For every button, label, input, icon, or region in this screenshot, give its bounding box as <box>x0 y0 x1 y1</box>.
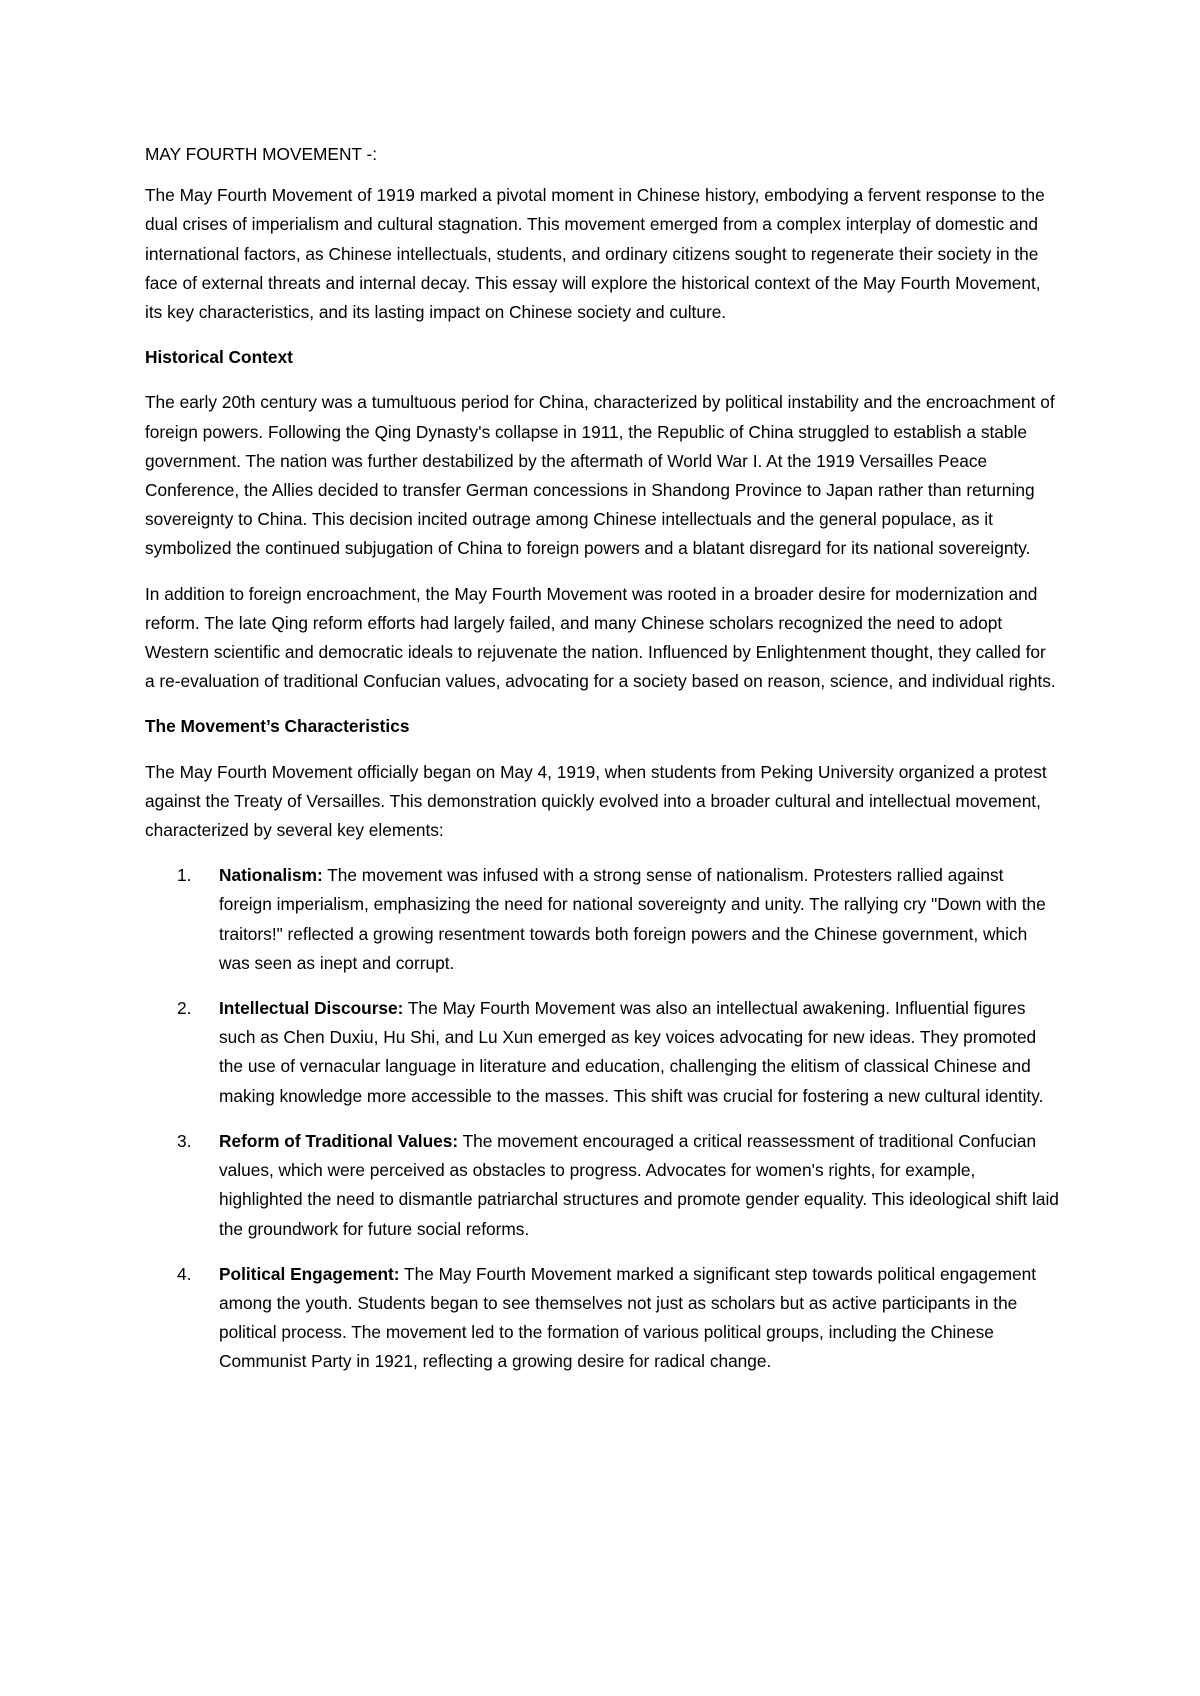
list-item-term: Nationalism: <box>219 865 323 886</box>
list-item-number: 3. <box>177 1130 192 1151</box>
list-item-text: The May Fourth Movement was also an intellectual awakening. Influential figures such as Chen Duxiu, Hu Shi, and Lu Xun emerged as key voices advocating for new ideas. They promoted the use of vernacular language in literature and education, challenging the elitism of classical Chinese and making knowledge more accessible to the masses. This shift was crucial for fostering a new cultural identity. <box>219 998 1044 1106</box>
body-paragraph: The early 20th century was a tumultuous period for China, characterized by political instability and the encroachment of foreign powers. Following the Qing Dynasty's collapse in 1911, the Republic of China struggled to establish a stable government. The nation was further destabilized by the aftermath of World War I. At the 1919 Versailles Peace Conference, the Allies decided to transfer German concessions in Shandong Province to Japan rather than returning sovereignty to China. This decision incited outrage among Chinese intellectuals and the general populace, as it symbolized the continued subjugation of China to foreign powers and a blatant disregard for its national sovereignty. <box>145 392 1055 559</box>
section-heading-characteristics: The Movement’s Characteristics <box>145 716 410 737</box>
list-item <box>145 1260 1060 1377</box>
list-item-number: 4. <box>177 1263 192 1284</box>
list-item-number: 1. <box>177 865 192 886</box>
body-paragraph: The May Fourth Movement officially began on May 4, 1919, when students from Peking University organized a protest against the Treaty of Versailles. This demonstration quickly evolved into a broader cultural and intellectual movement, characterized by several key elements: <box>145 761 1047 841</box>
list-item-text: The movement was infused with a strong sense of nationalism. Protesters rallied against foreign imperialism, emphasizing the need for national sovereignty and unity. The rallying cry "Down with the traitors!" reflected a growing resentment towards both foreign powers and the Chinese government, which was seen as inept and corrupt. <box>219 865 1046 973</box>
intro-paragraph: The May Fourth Movement of 1919 marked a pivotal moment in Chinese history, embodying a fervent response to the dual crises of imperialism and cultural stagnation. This movement emerged from a complex interplay of domestic and international factors, as Chinese intellectuals, students, and ordinary citizens sought to regenerate their society in the face of external threats and internal decay. This essay will explore the historical context of the May Fourth Movement, its key characteristics, and its lasting impact on Chinese society and culture. <box>145 185 1045 323</box>
list-item <box>145 1127 1060 1244</box>
body-paragraph: In addition to foreign encroachment, the May Fourth Movement was rooted in a broader desire for modernization and reform. The late Qing reform efforts had largely failed, and many Chinese scholars recognized the need to adopt Western scientific and democratic ideals to rejuvenate the nation. Influenced by Enlightenment thought, they called for a re-evaluation of traditional Confucian values, advocating for a society based on reason, science, and individual rights. <box>145 583 1056 692</box>
list-item <box>145 994 1060 1111</box>
characteristics-list <box>145 861 1060 1376</box>
document-title: MAY FOURTH MOVEMENT -: <box>145 144 378 164</box>
list-item-text: The movement encouraged a critical reassessment of traditional Confucian values, which were perceived as obstacles to progress. Advocates for women's rights, for example, highlighted the need to dismantle patriarchal structures and promote gender equality. This ideological shift laid the groundwork for future social reforms. <box>219 1130 1059 1239</box>
list-item-term: Political Engagement: <box>219 1263 400 1284</box>
list-item-term: Reform of Traditional Values: <box>219 1130 459 1151</box>
section-heading-historical-context: Historical Context <box>145 347 293 368</box>
list-item-term: Intellectual Discourse: <box>219 998 404 1019</box>
document-page <box>145 140 1060 1393</box>
list-item <box>145 861 1060 978</box>
list-item-text: The May Fourth Movement marked a significant step towards political engagement among the youth. Students began to see themselves not just as scholars but as active participants in the political process. The movement led to the formation of various political groups, including the Chinese Communist Party in 1921, reflecting a growing desire for radical change. <box>219 1263 1037 1372</box>
list-item-number: 2. <box>177 998 192 1019</box>
